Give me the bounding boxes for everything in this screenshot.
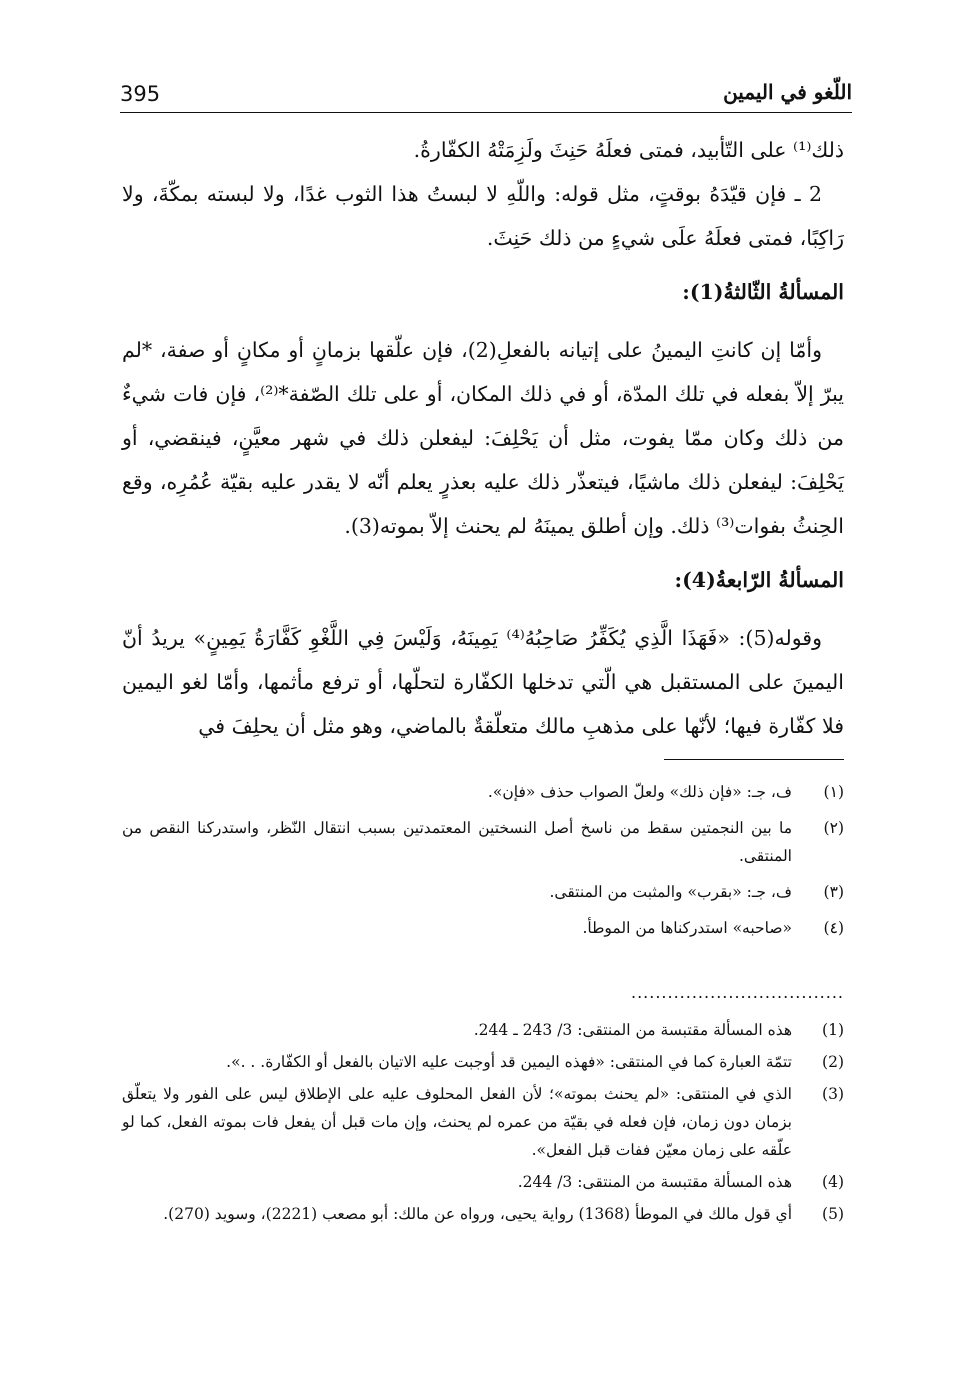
footnote-text: هذه المسألة مقتبسة من المنتقى: 3/ 244. — [517, 1173, 792, 1191]
footnote-text: الذي في المنتقى: «لم يحنث بموته»؛ لأن الفعل المحلوف عليه على الإطلاق ليس على الفور ولا يتعلّق بزمان دون زمان، فإن فعله في بقيّة من عمره لم يحنث، وإن مات قبل أن يفعل فات بموته الفعل، كما لو علّقه على زمان معيّن ففات قبل الفعل». — [122, 1085, 792, 1159]
footnote-separator — [664, 759, 844, 760]
footnote — [122, 814, 844, 870]
footnote — [122, 778, 844, 806]
footnote-text: ما بين النجمتين سقط من ناسخ أصل النسختين المعتمدتين بسبب انتقال النّظر، واستدركنا النقص من المنتقى. — [122, 819, 792, 865]
footnote-number: (١) — [823, 783, 844, 801]
footnotes-editor — [122, 778, 844, 950]
page-header — [120, 78, 852, 113]
footnote — [122, 878, 844, 906]
footnote-number: (٣) — [823, 883, 844, 901]
footnote — [122, 1016, 844, 1044]
footnote-text: هذه المسألة مقتبسة من المنتقى: 3/ 243 ـ 244. — [473, 1021, 792, 1039]
main-text — [122, 128, 844, 748]
footnotes-source — [122, 1016, 844, 1232]
footnote-text: ف، جـ: «فإن ذلك» ولعلّ الصواب حذف «فإن». — [487, 783, 792, 801]
footnote-number: (٢) — [823, 819, 844, 837]
footnote — [122, 1168, 844, 1196]
footnote-text: ف، جـ: «بقرب» والمثبت من المنتقى. — [549, 883, 792, 901]
section-heading: المسألةُ الرّابعةُ(4): — [674, 568, 844, 592]
footnote-number: (٤) — [823, 919, 844, 937]
footnote-text: تتمّة العبارة كما في المنتقى: «فهذه اليمين قد أوجبت عليه الاتيان بالفعل أو الكفّارة. . .». — [226, 1053, 792, 1071]
footnote — [122, 914, 844, 942]
footnote — [122, 1080, 844, 1164]
footnote-number: (3) — [822, 1085, 844, 1103]
footnote — [122, 1200, 844, 1228]
running-title: اللّغو في اليمين — [723, 80, 852, 104]
footnote-text: أي قول مالك في الموطأ (1368) رواية يحيى، ورواه عن مالك: أبو مصعب (2221)، وسويد (270). — [163, 1205, 792, 1223]
footnote-text: «صاحبه» استدركناها من الموطأ. — [582, 919, 792, 937]
paragraph: وأمّا إن كانتِ اليمينُ على إتيانه بالفعلِ(2)، فإن علّقها بزمانٍ أو مكانٍ أو صفة، *لم يبرّ إلاّ بفعله في تلك المدّة، أو في ذلك المكان، أو على تلك الصّفة*⁽²⁾، فإن فات شيءٌ من ذلك وكان ممّا يفوت، مثل أن يَحْلِفَ: ليفعلن ذلك في شهر معيَّنٍ، فينقضي، أو يَحْلِفَ: ليفعلن ذلك ماشيًا، فيتعذّر ذلك عليه بعذرٍ يعلم أنّه لا يقدر عليه بقيّة عُمُرِه، وقع الحِنثُ بفوات⁽³⁾ ذلك. وإن أطلق يمينَهُ لم يحنث إلاّ بموته(3). — [122, 338, 844, 538]
footnote-number: (5) — [822, 1205, 844, 1223]
paragraph: 2 ـ فإن قيّدَهُ بوقتٍ، مثل قوله: واللّهِ لا لبستُ هذا الثوب غدًا، ولا لبسته بمكّةَ، ولا رَاكِبًا، فمتى فعلَهُ علَى شيءٍ من ذلك حَنِثَ. — [122, 182, 844, 250]
page-number: 395 — [120, 82, 161, 106]
footnote-number: (1) — [822, 1021, 844, 1039]
paragraph: ذلك⁽¹⁾ على التّأبيد، فمتى فعلَهُ حَنِثَ ولَزِمَتْهُ الكفّارةُ. — [413, 138, 844, 162]
paragraph: وقوله(5): «فَهَذَا الَّذِي يُكَفِّرُ صَاحِبُهُ⁽⁴⁾ يَمِينَهُ، وَلَيْسَ فِي اللَّغْوِ كَفَّارَةُ يَمِينٍ» يريدُ أنّ اليمينَ على المستقبل هي الّتي تدخلها الكفّارة لتحلّها، أو ترفع مأثمها، وأمّا لغو اليمين فلا كفّارة فيها؛ لأنّها على مذهبِ مالك متعلّقةٌ بالماضي، وهو مثل أن يحلِفَ في — [122, 626, 844, 738]
section-heading: المسألةُ الثّالثةُ(1): — [682, 280, 844, 304]
footnote — [122, 1048, 844, 1076]
footnote-number: (2) — [822, 1053, 844, 1071]
dotted-separator: ................................... — [630, 983, 844, 1002]
footnote-number: (4) — [822, 1173, 844, 1191]
